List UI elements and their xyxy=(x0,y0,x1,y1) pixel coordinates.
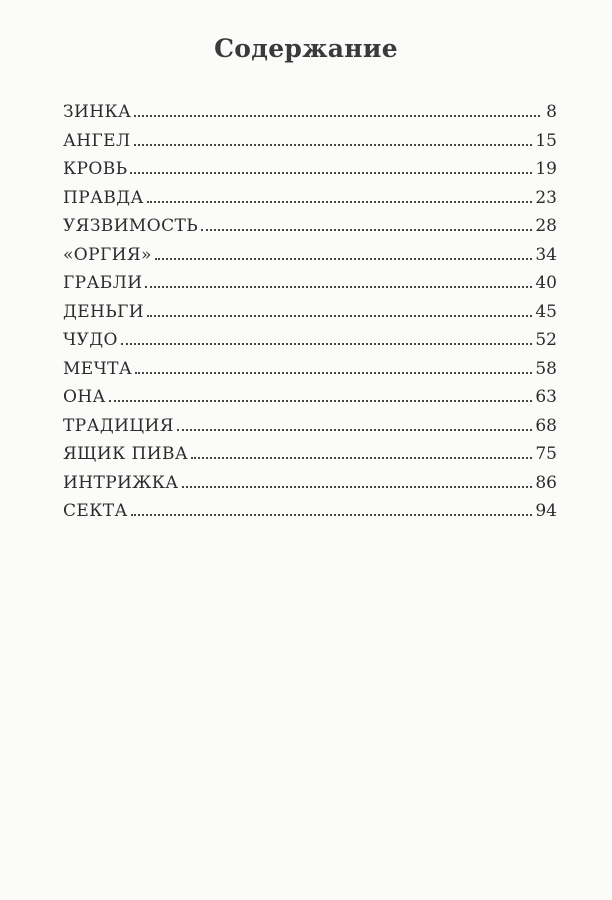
toc-entry-page: 28 xyxy=(535,216,557,236)
toc-entry-title: ГРАБЛИ xyxy=(63,273,143,293)
toc-entry xyxy=(63,127,557,156)
toc-entry-title: ДЕНЬГИ xyxy=(63,301,144,322)
toc-entry-title: СЕКТА xyxy=(63,501,128,521)
dot-leader xyxy=(177,428,532,431)
toc-entry-title: КРОВЬ xyxy=(63,159,128,179)
toc-entry-title: ТРАДИЦИЯ xyxy=(63,415,174,436)
toc-entry-title: ПРАВДА xyxy=(63,187,144,208)
toc-entry-page: 75 xyxy=(535,444,557,464)
toc-entry xyxy=(63,326,557,355)
dot-leader xyxy=(155,257,533,260)
toc-entry-page: 40 xyxy=(535,273,557,293)
toc-entry-page: 63 xyxy=(535,387,557,407)
toc-entry-page: 45 xyxy=(535,301,557,322)
toc-entry xyxy=(63,383,557,412)
toc-entry-title: ЯЩИК ПИВА xyxy=(63,444,189,464)
dot-leader xyxy=(121,342,533,345)
dot-leader xyxy=(135,371,532,374)
dot-leader xyxy=(131,513,533,516)
page-title: Содержание xyxy=(214,34,398,63)
toc-entry xyxy=(63,184,557,213)
toc-entry-page: 86 xyxy=(535,472,557,493)
toc-entry-title: МЕЧТА xyxy=(63,358,133,379)
toc-entry-title: ЗИНКА xyxy=(63,102,132,122)
toc-entry-page: 15 xyxy=(535,130,557,151)
toc-entry-page: 52 xyxy=(535,330,557,350)
toc-entry xyxy=(63,497,557,526)
toc-entry xyxy=(63,269,557,298)
toc-entry-title: ИНТРИЖКА xyxy=(63,472,179,493)
toc-entry-page: 68 xyxy=(535,415,557,436)
toc-entry-title: «ОРГИЯ» xyxy=(63,244,152,265)
toc-entry-page: 94 xyxy=(535,501,557,521)
dot-leader xyxy=(147,314,532,317)
toc-entry-page: 23 xyxy=(535,187,557,208)
toc-entry xyxy=(63,355,557,384)
toc-entry xyxy=(63,469,557,498)
dot-leader xyxy=(147,200,533,203)
dot-leader xyxy=(134,114,540,117)
toc-entry xyxy=(63,98,557,127)
dot-leader xyxy=(201,228,532,231)
toc-entry xyxy=(63,412,557,441)
toc-entry-title: УЯЗВИМОСТЬ xyxy=(63,216,199,236)
dot-leader xyxy=(191,456,532,459)
toc-entry-page: 8 xyxy=(546,102,557,122)
toc-entry-title: АНГЕЛ xyxy=(63,130,131,151)
toc-entry xyxy=(63,212,557,241)
toc-entry xyxy=(63,155,557,184)
dot-leader xyxy=(145,285,532,288)
toc-entry-title: ОНА xyxy=(63,387,106,407)
table-of-contents xyxy=(63,98,557,526)
toc-entry xyxy=(63,440,557,469)
toc-entry-page: 19 xyxy=(535,159,557,179)
toc-entry-title: ЧУДО xyxy=(63,330,118,350)
dot-leader xyxy=(182,485,533,488)
dot-leader xyxy=(109,399,533,402)
toc-entry-page: 34 xyxy=(535,244,557,265)
dot-leader xyxy=(134,143,533,146)
toc-entry xyxy=(63,241,557,270)
toc-entry-page: 58 xyxy=(535,358,557,379)
toc-entry xyxy=(63,298,557,327)
dot-leader xyxy=(130,171,532,174)
